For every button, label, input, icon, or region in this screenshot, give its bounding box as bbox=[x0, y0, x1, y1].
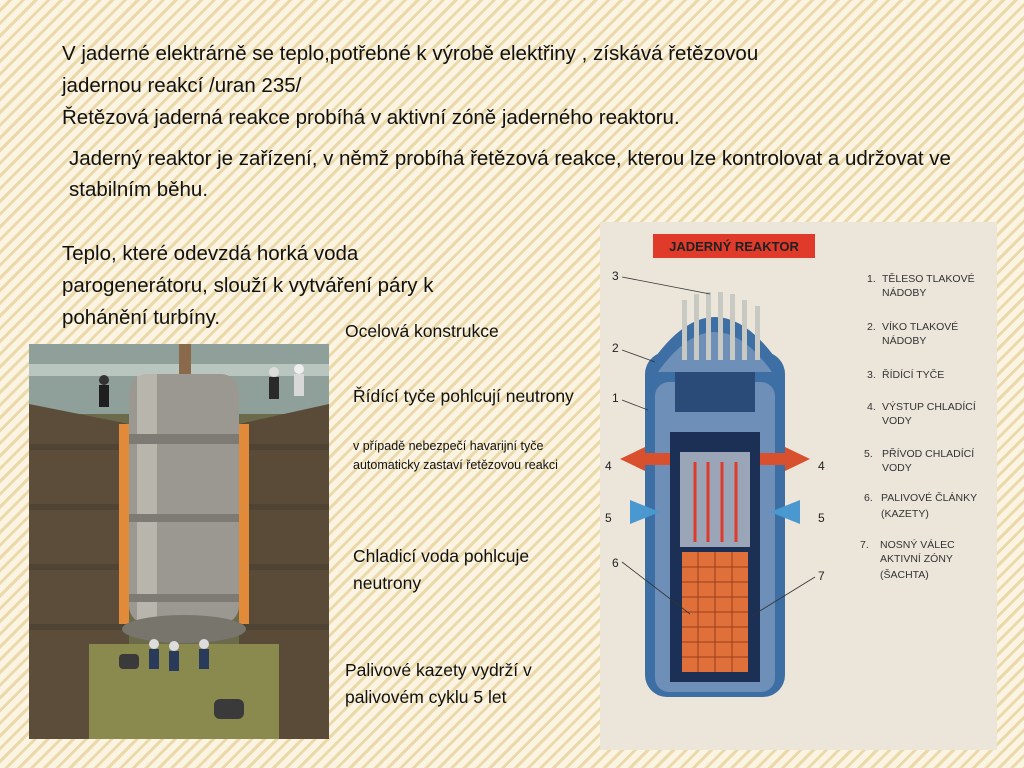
svg-text:NÁDOBY: NÁDOBY bbox=[882, 335, 927, 347]
svg-text:VÍKO TLAKOVÉ: VÍKO TLAKOVÉ bbox=[882, 321, 959, 333]
caption-control-rods: Řídící tyče pohlcují neutrony bbox=[353, 386, 574, 406]
diagram-legend bbox=[860, 272, 977, 581]
intro-text bbox=[62, 38, 962, 134]
svg-text:VODY: VODY bbox=[882, 415, 912, 427]
intro-line-3: Řetězová jaderná reakce probíhá v aktivní zóně jaderného reaktoru. bbox=[62, 106, 680, 129]
svg-text:(KAZETY): (KAZETY) bbox=[881, 508, 929, 520]
svg-text:2.: 2. bbox=[867, 321, 876, 333]
svg-text:7.: 7. bbox=[860, 539, 869, 551]
svg-text:VODY: VODY bbox=[882, 462, 912, 474]
svg-text:NOSNÝ VÁLEC: NOSNÝ VÁLEC bbox=[880, 539, 955, 551]
reactor-definition: Jaderný reaktor je zařízení, v němž probíhá řetězová reakce, kterou lze kontrolovat a udržovat ve stabilním běhu. bbox=[69, 147, 951, 201]
svg-text:AKTIVNÍ ZÓNY: AKTIVNÍ ZÓNY bbox=[880, 553, 953, 565]
reactor-vessel-drawing bbox=[620, 292, 810, 697]
intro-line-1: V jaderné elektrárně se teplo,potřebné k výrobě elektřiny , získává řetězovou bbox=[62, 42, 759, 65]
callout-7: 7 bbox=[818, 569, 825, 583]
callout-1: 1 bbox=[612, 391, 619, 405]
svg-text:5.: 5. bbox=[864, 448, 873, 460]
svg-text:4.: 4. bbox=[867, 401, 876, 413]
caption-fuel-cassettes: Palivové kazety vydrží v palivovém cyklu 5 let bbox=[345, 660, 532, 707]
callout-4-right: 4 bbox=[818, 459, 825, 473]
caption-cooling-water: Chladicí voda pohlcuje neutrony bbox=[353, 546, 530, 593]
svg-text:PALIVOVÉ ČLÁNKY: PALIVOVÉ ČLÁNKY bbox=[881, 492, 978, 504]
callout-3: 3 bbox=[612, 269, 619, 283]
svg-text:(ŠACHTA): (ŠACHTA) bbox=[880, 569, 929, 581]
callout-6: 6 bbox=[612, 556, 619, 570]
svg-text:PŘÍVOD CHLADÍCÍ: PŘÍVOD CHLADÍCÍ bbox=[882, 448, 975, 460]
svg-text:TĚLESO TLAKOVÉ: TĚLESO TLAKOVÉ bbox=[882, 273, 975, 285]
callout-4-left: 4 bbox=[605, 459, 612, 473]
callout-2: 2 bbox=[612, 341, 619, 355]
diagram-title: JADERNÝ REAKTOR bbox=[669, 239, 799, 254]
heat-paragraph: Teplo, které odevzdá horká voda parogenerátoru, slouží k vytváření páry k pohánění turbíny. bbox=[62, 242, 434, 329]
svg-text:6.: 6. bbox=[864, 492, 873, 504]
intro-line-2: jadernou reakcí /uran 235/ bbox=[62, 74, 302, 97]
callout-5-left: 5 bbox=[605, 511, 612, 525]
svg-text:1.: 1. bbox=[867, 273, 876, 285]
svg-text:VÝSTUP CHLADÍCÍ: VÝSTUP CHLADÍCÍ bbox=[882, 401, 976, 413]
svg-text:NÁDOBY: NÁDOBY bbox=[882, 287, 927, 299]
caption-steel-construction: Ocelová konstrukce bbox=[345, 321, 499, 341]
reactor-diagram bbox=[600, 222, 997, 750]
callout-5-right: 5 bbox=[818, 511, 825, 525]
svg-text:3.: 3. bbox=[867, 369, 876, 381]
caption-control-rods-note: v případě nebezpečí havarijní tyče automaticky zastaví řetězovou reakci bbox=[353, 439, 558, 472]
reactor-vessel-photo bbox=[29, 344, 329, 739]
svg-text:ŘÍDÍCÍ TYČE: ŘÍDÍCÍ TYČE bbox=[882, 369, 945, 381]
